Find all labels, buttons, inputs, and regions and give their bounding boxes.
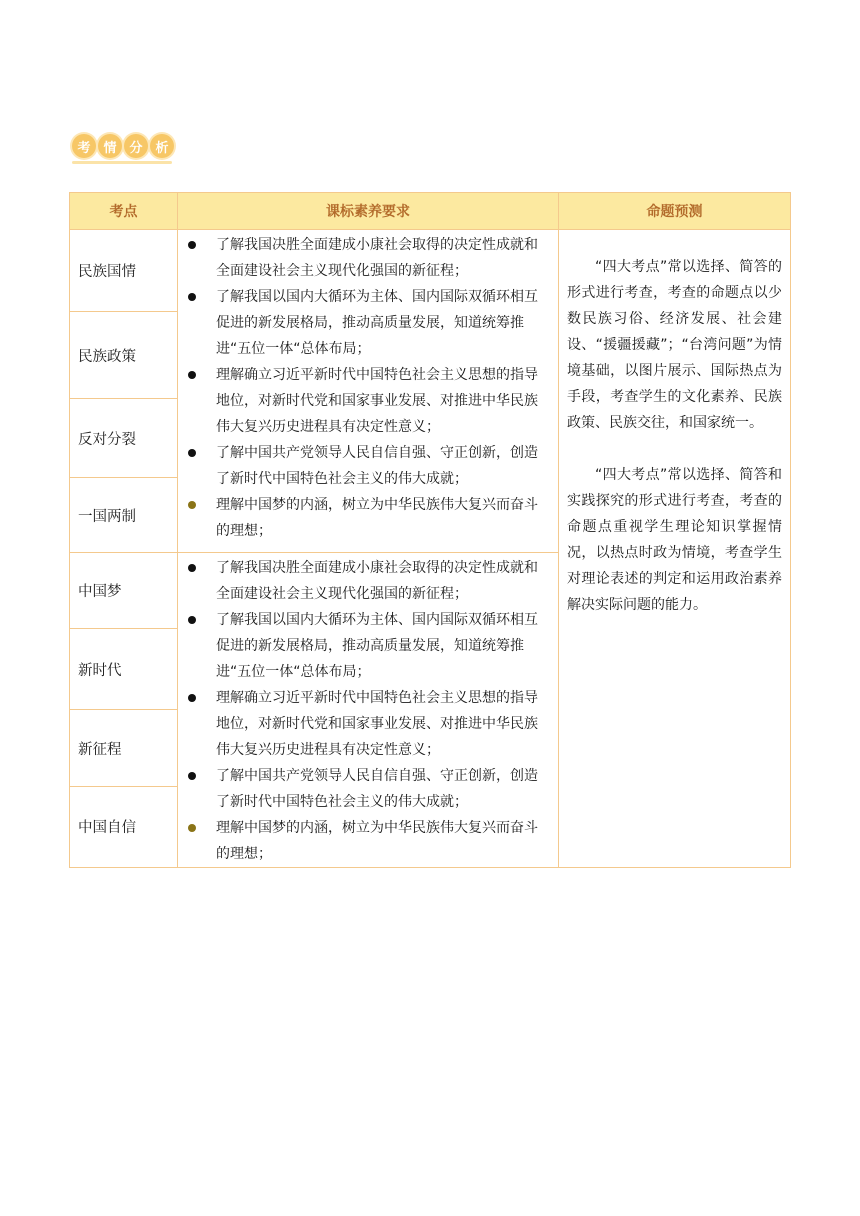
bullet-icon (188, 293, 196, 301)
requirements-list (186, 555, 550, 867)
section-title-underline (72, 161, 172, 164)
bullet-icon (188, 564, 196, 572)
topic-cell: 民族国情 (70, 230, 178, 312)
section-title-char: 分 (124, 134, 148, 158)
prediction-paragraph: “四大考点”常以选择、简答和实践探究的形式进行考查，考查的命题点重视学生理论知识掌握情况，以热点时政为情境，考查学生对理论表述的判定和运用政治素养解决实际问题的能力。 (567, 467, 782, 613)
requirements-cell (178, 553, 559, 868)
bullet-icon (188, 616, 196, 624)
bullet-icon (188, 449, 196, 457)
bullet-icon (188, 241, 196, 249)
section-title-char: 情 (98, 134, 122, 158)
list-item: 理解确立习近平新时代中国特色社会主义思想的指导地位，对新时代党和国家事业发展、对推进中华民族伟大复兴历史进程具有决定性意义； (186, 685, 550, 763)
header-topic: 考点 (70, 193, 178, 230)
table-row (70, 230, 791, 312)
topic-cell: 中国梦 (70, 553, 178, 629)
list-item: 理解中国梦的内涵，树立为中华民族伟大复兴而奋斗的理想； (186, 815, 550, 867)
bullet-icon (188, 772, 196, 780)
requirements-cell (178, 230, 559, 553)
list-item: 了解我国决胜全面建成小康社会取得的决定性成就和全面建设社会主义现代化强国的新征程； (186, 555, 550, 607)
table-header-row (70, 193, 791, 230)
exam-analysis-table (69, 192, 791, 868)
list-item: 了解中国共产党领导人民自信自强、守正创新，创造了新时代中国特色社会主义的伟大成就； (186, 763, 550, 815)
list-item: 了解我国以国内大循环为主体、国内国际双循环相互促进的新发展格局，推动高质量发展，知道统筹推进“五位一体“总体布局； (186, 607, 550, 685)
list-item: 了解我国决胜全面建成小康社会取得的决定性成就和全面建设社会主义现代化强国的新征程； (186, 232, 550, 284)
prediction-cell (559, 230, 791, 868)
list-item: 了解中国共产党领导人民自信自强、守正创新，创造了新时代中国特色社会主义的伟大成就； (186, 440, 550, 492)
header-prediction: 命题预测 (559, 193, 791, 230)
requirements-list (186, 232, 550, 544)
list-item: 理解中国梦的内涵，树立为中华民族伟大复兴而奋斗的理想； (186, 492, 550, 544)
bullet-icon (188, 694, 196, 702)
topic-cell: 中国自信 (70, 786, 178, 867)
bullet-icon (188, 371, 196, 379)
bullet-icon (188, 824, 196, 832)
list-item: 了解我国以国内大循环为主体、国内国际双循环相互促进的新发展格局，推动高质量发展，知道统筹推进“五位一体“总体布局； (186, 284, 550, 362)
topic-cell: 反对分裂 (70, 399, 178, 478)
topic-cell: 一国两制 (70, 478, 178, 553)
topic-cell: 新时代 (70, 629, 178, 710)
section-title-badge (72, 134, 174, 158)
prediction-paragraph: “四大考点”常以选择、简答的形式进行考查，考查的命题点以少数民族习俗、经济发展、社会建设、“援疆援藏”；“台湾问题”为情境基础，以图片展示、国际热点为手段，考查学生的文化素养、民族政策、民族交往，和国家统一。 (567, 259, 782, 431)
topic-cell: 新征程 (70, 710, 178, 786)
list-item: 理解确立习近平新时代中国特色社会主义思想的指导地位，对新时代党和国家事业发展、对推进中华民族伟大复兴历史进程具有决定性意义； (186, 362, 550, 440)
header-requirements: 课标素养要求 (178, 193, 559, 230)
topic-cell: 民族政策 (70, 312, 178, 399)
section-title-char: 析 (150, 134, 174, 158)
section-title-char: 考 (72, 134, 96, 158)
bullet-icon (188, 501, 196, 509)
